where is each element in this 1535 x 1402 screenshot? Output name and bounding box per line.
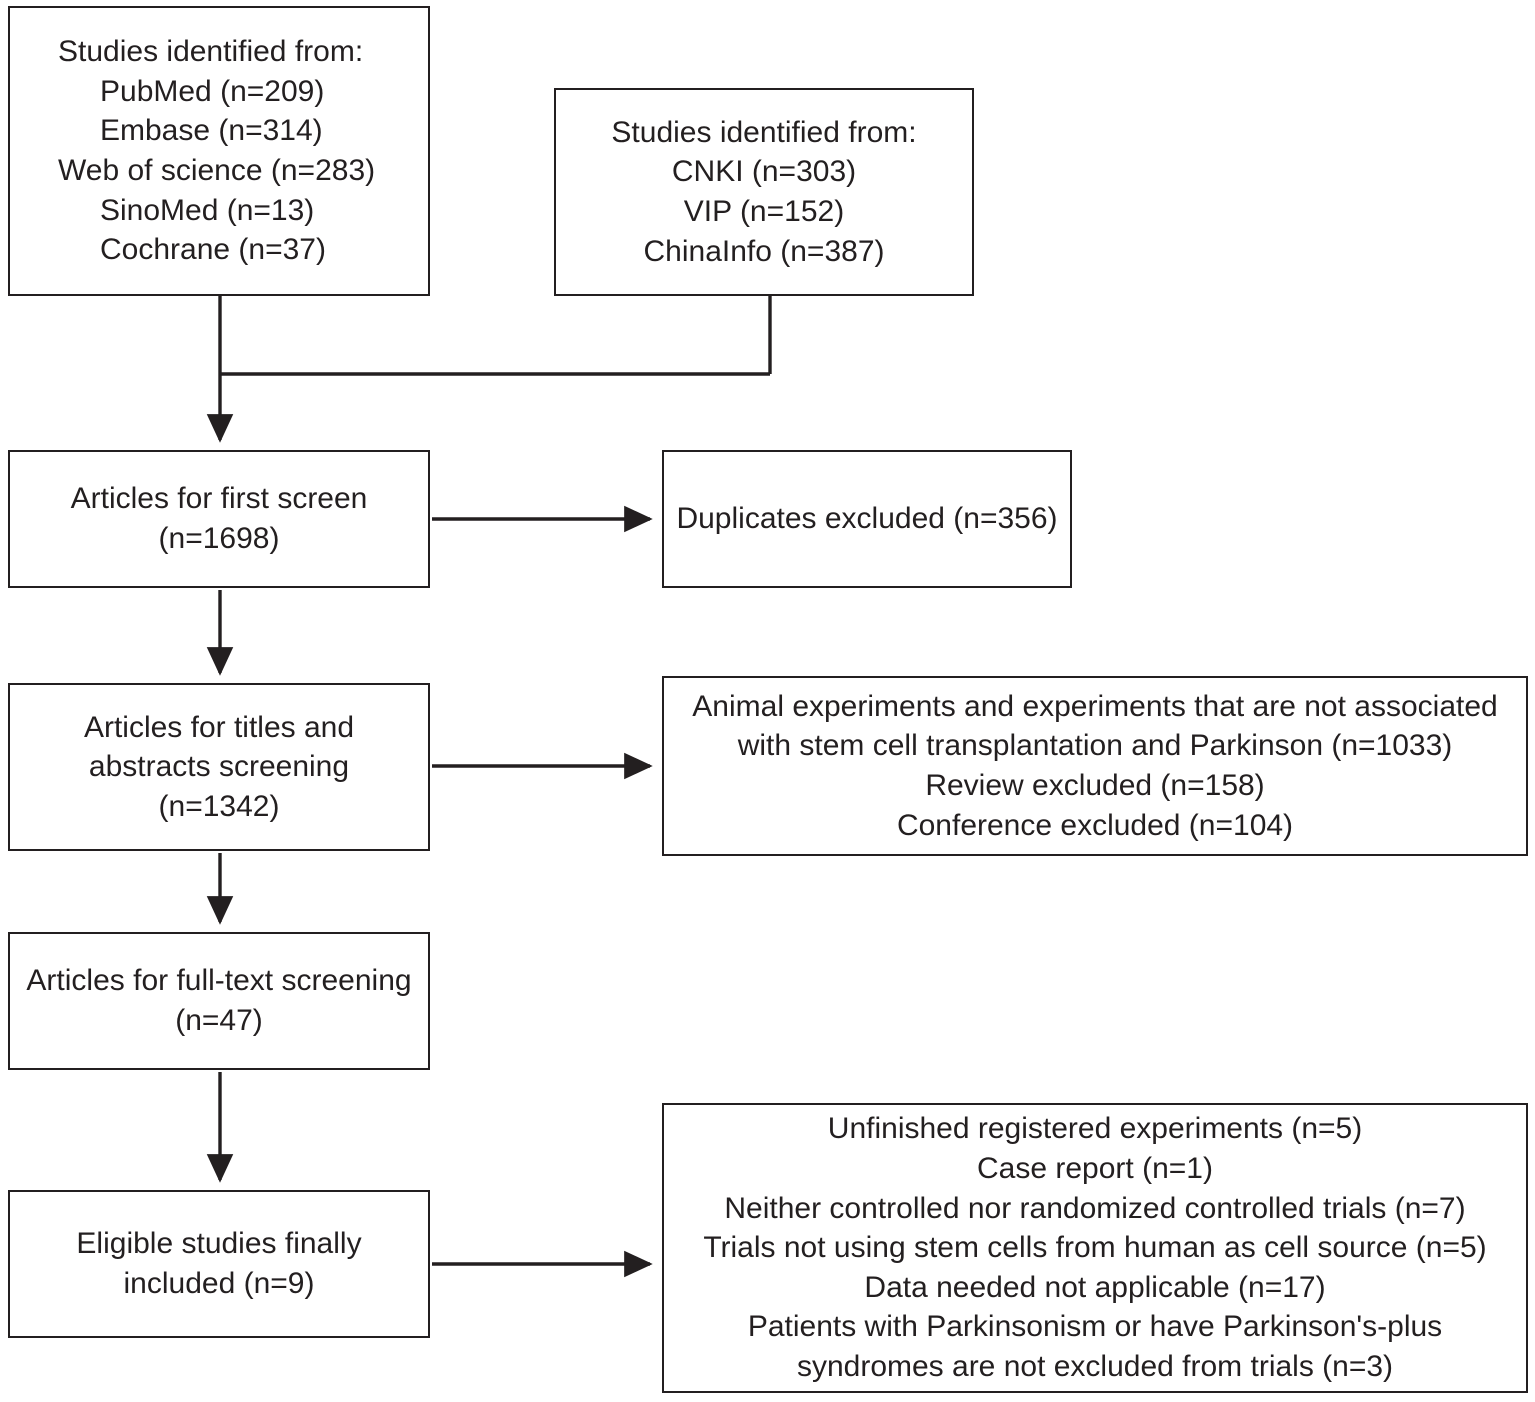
box-line: Patients with Parkinsonism or have Parkinson's-plus [747, 1310, 1443, 1344]
box-line: Review excluded (n=158) [925, 769, 1265, 802]
box-line: Duplicates excluded (n=356) [676, 502, 1058, 536]
box-line: VIP (n=152) [683, 195, 845, 228]
box-line: Eligible studies finally [76, 1227, 362, 1261]
box-line: syndromes are not excluded from trials (n=3) [796, 1349, 1394, 1383]
box-line: Unfinished registered experiments (n=5) [827, 1112, 1363, 1146]
box-line: Embase (n=314) [100, 114, 323, 148]
box-line: CNKI (n=303) [671, 155, 857, 189]
box-line: Articles for full-text screening [26, 964, 412, 998]
box-line: PubMed (n=209) [100, 74, 325, 108]
box-line: Studies identified from: [58, 35, 364, 69]
box-line: (n=47) [175, 1004, 263, 1037]
box-line: Articles for first screen [70, 482, 368, 516]
box-line: Trials not using stem cells from human as cell source (n=5) [703, 1231, 1487, 1265]
box-line: abstracts screening [88, 750, 350, 784]
box-line: ChinaInfo (n=387) [643, 234, 885, 268]
box-line: Conference excluded (n=104) [896, 808, 1294, 842]
box-line: (n=1342) [158, 789, 280, 823]
box-line: Data needed not applicable (n=17) [864, 1270, 1326, 1304]
box-line: Articles for titles and [83, 710, 355, 744]
box-line: Neither controlled nor randomized controlled trials (n=7) [724, 1191, 1466, 1225]
box-line: Cochrane (n=37) [100, 233, 326, 267]
box-line: Animal experiments and experiments that are not associated [692, 689, 1498, 723]
box-line: Web of science (n=283) [58, 154, 376, 187]
box-line: included (n=9) [123, 1267, 315, 1300]
box-line: (n=1698) [158, 522, 280, 555]
box-line: Case report (n=1) [977, 1152, 1213, 1186]
box-line: Studies identified from: [611, 115, 917, 149]
box-line: SinoMed (n=13) [100, 193, 315, 227]
box-line: with stem cell transplantation and Parkinson (n=1033) [737, 729, 1453, 763]
